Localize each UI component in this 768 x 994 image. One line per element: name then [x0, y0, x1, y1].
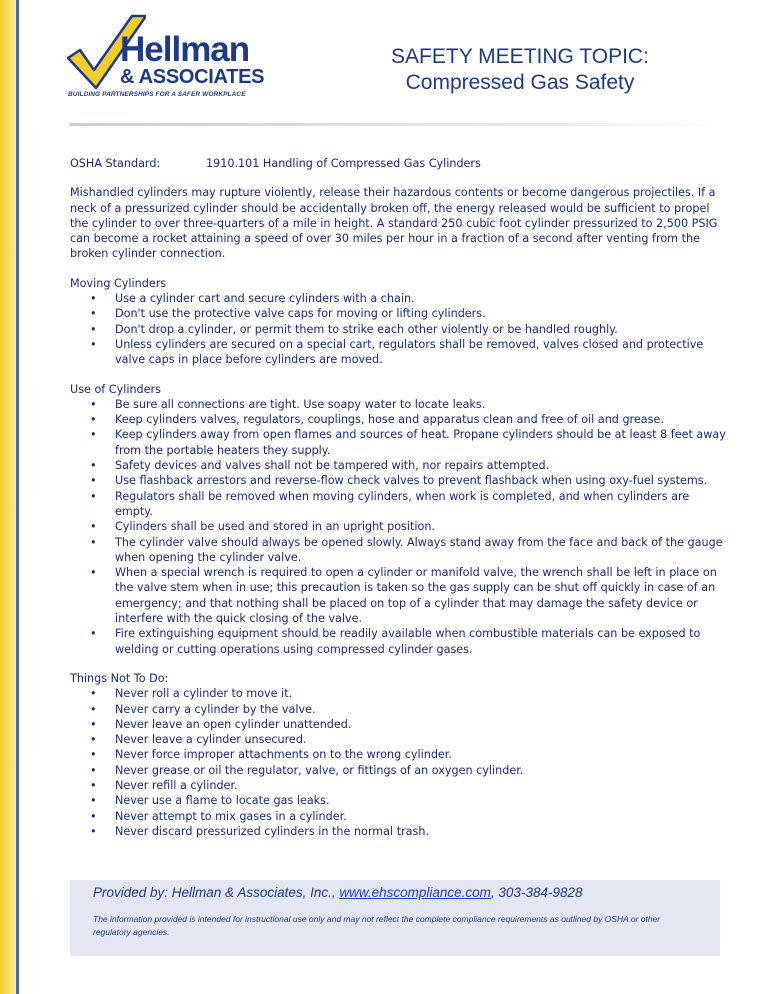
provided-prefix: Provided by: Hellman & Associates, Inc.,: [93, 885, 340, 900]
osha-label: OSHA Standard:: [70, 157, 161, 170]
list-item: • Fire extinguishing equipment should be readily available when combustible materials can be exposed to welding or cutting operations using compressed cylinder gases.: [70, 626, 730, 657]
company-logo: [66, 14, 286, 106]
list-item: • Never use a flame to locate gas leaks.: [70, 793, 730, 808]
list-item: • Never roll a cylinder to move it.: [70, 686, 730, 701]
list-item: • Use flashback arrestors and reverse-flow check valves to prevent flashback when using oxy-fuel systems.: [70, 473, 730, 488]
list-item: • Never grease or oil the regulator, valve, or fittings of an oxygen cylinder.: [70, 763, 730, 778]
list-item: • Never force improper attachments on to the wrong cylinder.: [70, 747, 730, 762]
logo-name: Hellman: [120, 30, 250, 69]
sections-container: [70, 276, 730, 839]
logo-associates: & ASSOCIATES: [120, 66, 265, 88]
footer-box: [70, 880, 720, 956]
list-item: • Keep cylinders away from open flames and sources of heat. Propane cylinders should be at least 8 feet away from the portable heaters they supply.: [70, 427, 730, 458]
yellow-side-bar: [0, 0, 16, 994]
provided-suffix: , 303-384-9828: [490, 885, 583, 900]
osha-value: 1910.101 Handling of Compressed Gas Cylinders: [206, 157, 481, 170]
list-item: • The cylinder valve should always be opened slowly. Always stand away from the face and back of the gauge when opening the cylinder valve.: [70, 535, 730, 566]
list-item: • Never leave a cylinder unsecured.: [70, 732, 730, 747]
title-line-2: Compressed Gas Safety: [405, 71, 635, 94]
title-line-1: SAFETY MEETING TOPIC:: [391, 45, 649, 68]
page-title: [310, 44, 730, 96]
list-item: • Never refill a cylinder.: [70, 778, 730, 793]
list-item: • When a special wrench is required to open a cylinder or manifold valve, the wrench shall be left in place on the valve stem when in use; this precaution is taken so the gas supply can be shut off quickly in case of an emergency; and that nothing shall be placed on top of a cylinder that may damage the safety device or interfere with the quick closing of the valve.: [70, 565, 730, 626]
logo-tagline: BUILDING PARTNERSHIPS FOR A SAFER WORKPLACE: [68, 91, 246, 98]
list-item: • Don't drop a cylinder, or permit them to strike each other violently or be handled roughly.: [70, 322, 730, 337]
blue-side-stripe: [16, 0, 19, 994]
intro-paragraph: Mishandled cylinders may rupture violently, release their hazardous contents or become dangerous projectiles. If a neck of a pressurized cylinder should be accidentally broken off, the energy released would be sufficient to propel the cylinder to over three-quarters of a mile in height. A standard 250 cubic foot cylinder pressurized to 2,500 PSIG can become a rocket attaining a speed of over 30 miles per hour in a fraction of a second after venting from the broken cylinder connection.: [70, 186, 718, 261]
bullet-list: [70, 291, 730, 367]
bullet-list: [70, 686, 730, 839]
list-item: • Never discard pressurized cylinders in the normal trash.: [70, 824, 730, 839]
list-item: • Never carry a cylinder by the valve.: [70, 702, 730, 717]
osha-standard: [70, 156, 730, 171]
disclaimer-text: The information provided is intended for instructional use only and may not reflect the complete compliance requirements as outlined by OSHA or other regulatory agencies.: [93, 914, 661, 937]
list-item: • Don't use the protective valve caps for moving or lifting cylinders.: [70, 306, 730, 321]
list-item: • Regulators shall be removed when moving cylinders, when work is completed, and when cylinders are empty.: [70, 489, 730, 520]
section-title: Moving Cylinders: [70, 276, 167, 290]
website-link[interactable]: www.ehscompliance.com: [339, 885, 491, 900]
section-title: Things Not To Do:: [70, 671, 169, 685]
list-item: • Be sure all connections are tight. Use soapy water to locate leaks.: [70, 397, 730, 412]
list-item: • Use a cylinder cart and secure cylinders with a chain.: [70, 291, 730, 306]
section-title: Use of Cylinders: [70, 382, 161, 396]
list-item: • Safety devices and valves shall not be tampered with, nor repairs attempted.: [70, 458, 730, 473]
bullet-list: [70, 397, 730, 657]
list-item: • Keep cylinders valves, regulators, couplings, hose and apparatus clean and free of oil and grease.: [70, 412, 730, 427]
list-item: • Unless cylinders are secured on a special cart, regulators shall be removed, valves closed and protective valve caps in place before cylinders are moved.: [70, 337, 730, 368]
list-item: • Never attempt to mix gases in a cylinder.: [70, 809, 730, 824]
header-divider: [70, 123, 720, 126]
document-body: [70, 156, 730, 853]
list-item: • Never leave an open cylinder unattended.: [70, 717, 730, 732]
provided-by: [93, 885, 583, 900]
list-item: • Cylinders shall be used and stored in an upright position.: [70, 519, 730, 534]
